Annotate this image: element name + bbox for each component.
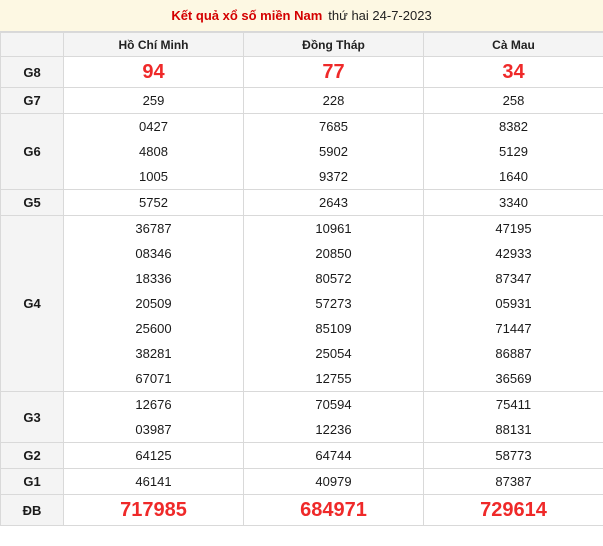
number: 03987 xyxy=(64,417,243,442)
number: 8382 xyxy=(424,114,603,139)
number: 36787 xyxy=(64,216,243,241)
number: 71447 xyxy=(424,316,603,341)
number: 2643 xyxy=(244,190,423,215)
table-row xyxy=(1,190,603,216)
number: 34 xyxy=(424,57,603,87)
column-header-province-2: Đồng Tháp xyxy=(244,33,424,57)
prize-label: G1 xyxy=(1,469,64,495)
prize-numbers-cell xyxy=(64,88,244,114)
number: 57273 xyxy=(244,291,423,316)
number: 46141 xyxy=(64,469,243,494)
prize-numbers-cell xyxy=(64,443,244,469)
prize-numbers-cell xyxy=(64,495,244,526)
page-title: Kết quả xổ số miền Nam xyxy=(171,8,322,23)
number: 94 xyxy=(64,57,243,87)
prize-numbers-cell xyxy=(424,469,603,495)
number: 5129 xyxy=(424,139,603,164)
prize-numbers-cell xyxy=(244,469,424,495)
number: 717985 xyxy=(64,495,243,525)
prize-numbers-cell xyxy=(244,88,424,114)
number: 5902 xyxy=(244,139,423,164)
prize-numbers-cell xyxy=(424,216,603,392)
number: 259 xyxy=(64,88,243,113)
number: 228 xyxy=(244,88,423,113)
column-header-province-3: Cà Mau xyxy=(424,33,603,57)
number: 258 xyxy=(424,88,603,113)
footer-spacer xyxy=(0,526,603,546)
number: 12755 xyxy=(244,366,423,391)
table-row xyxy=(1,495,603,526)
prize-numbers-cell xyxy=(244,216,424,392)
prize-label: G4 xyxy=(1,216,64,392)
prize-numbers-cell xyxy=(244,114,424,190)
number: 36569 xyxy=(424,366,603,391)
number: 18336 xyxy=(64,266,243,291)
prize-numbers-cell xyxy=(64,392,244,443)
number: 08346 xyxy=(64,241,243,266)
number: 10961 xyxy=(244,216,423,241)
table-row xyxy=(1,57,603,88)
prize-numbers-cell xyxy=(424,495,603,526)
prize-numbers-cell xyxy=(64,469,244,495)
prize-label: G8 xyxy=(1,57,64,88)
number: 67071 xyxy=(64,366,243,391)
number: 64744 xyxy=(244,443,423,468)
number: 87347 xyxy=(424,266,603,291)
table-row xyxy=(1,216,603,392)
results-table xyxy=(0,32,603,526)
prize-label: G3 xyxy=(1,392,64,443)
prize-label: G5 xyxy=(1,190,64,216)
result-date: thứ hai 24-7-2023 xyxy=(328,8,431,23)
prize-numbers-cell xyxy=(424,114,603,190)
number: 7685 xyxy=(244,114,423,139)
number: 47195 xyxy=(424,216,603,241)
number: 38281 xyxy=(64,341,243,366)
prize-numbers-cell xyxy=(64,190,244,216)
table-body xyxy=(1,57,603,526)
number: 05931 xyxy=(424,291,603,316)
number: 85109 xyxy=(244,316,423,341)
number: 80572 xyxy=(244,266,423,291)
number: 25054 xyxy=(244,341,423,366)
table-row xyxy=(1,114,603,190)
number: 5752 xyxy=(64,190,243,215)
number: 1640 xyxy=(424,164,603,189)
number: 20850 xyxy=(244,241,423,266)
table-row xyxy=(1,469,603,495)
prize-label: G2 xyxy=(1,443,64,469)
column-header-prize xyxy=(1,33,64,57)
prize-numbers-cell xyxy=(244,392,424,443)
prize-label: G6 xyxy=(1,114,64,190)
prize-numbers-cell xyxy=(244,190,424,216)
table-row xyxy=(1,443,603,469)
prize-label: G7 xyxy=(1,88,64,114)
number: 9372 xyxy=(244,164,423,189)
prize-numbers-cell xyxy=(64,114,244,190)
number: 12676 xyxy=(64,392,243,417)
table-row xyxy=(1,88,603,114)
number: 25600 xyxy=(64,316,243,341)
number: 70594 xyxy=(244,392,423,417)
number: 3340 xyxy=(424,190,603,215)
number: 40979 xyxy=(244,469,423,494)
column-header-province-1: Hồ Chí Minh xyxy=(64,33,244,57)
number: 0427 xyxy=(64,114,243,139)
table-header-row xyxy=(1,33,603,57)
prize-numbers-cell xyxy=(244,495,424,526)
prize-numbers-cell xyxy=(64,216,244,392)
prize-numbers-cell xyxy=(244,57,424,88)
prize-numbers-cell xyxy=(64,57,244,88)
number: 42933 xyxy=(424,241,603,266)
number: 88131 xyxy=(424,417,603,442)
number: 12236 xyxy=(244,417,423,442)
prize-numbers-cell xyxy=(424,57,603,88)
prize-numbers-cell xyxy=(244,443,424,469)
prize-numbers-cell xyxy=(424,392,603,443)
number: 77 xyxy=(244,57,423,87)
number: 87387 xyxy=(424,469,603,494)
number: 1005 xyxy=(64,164,243,189)
number: 64125 xyxy=(64,443,243,468)
number: 20509 xyxy=(64,291,243,316)
prize-label: ĐB xyxy=(1,495,64,526)
prize-numbers-cell xyxy=(424,190,603,216)
number: 75411 xyxy=(424,392,603,417)
prize-numbers-cell xyxy=(424,443,603,469)
number: 58773 xyxy=(424,443,603,468)
table-row xyxy=(1,392,603,443)
prize-numbers-cell xyxy=(424,88,603,114)
page-header xyxy=(0,0,603,32)
number: 86887 xyxy=(424,341,603,366)
number: 4808 xyxy=(64,139,243,164)
number: 684971 xyxy=(244,495,423,525)
number: 729614 xyxy=(424,495,603,525)
